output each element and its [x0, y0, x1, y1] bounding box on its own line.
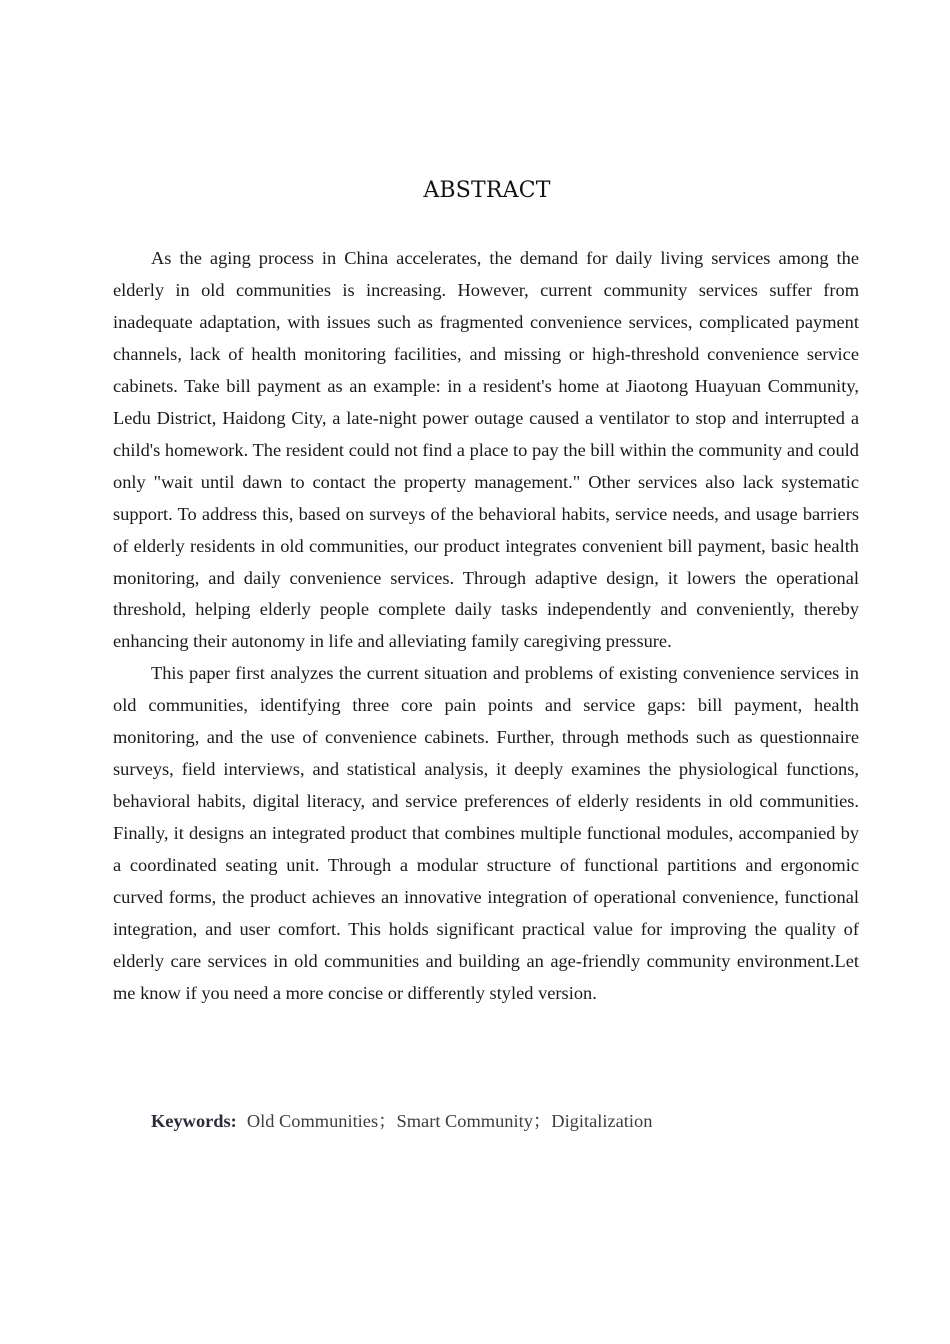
- abstract-paragraph-2: This paper first analyzes the current situation and problems of existing convenience services in old communities, identifying three core pain points and service gaps: bill payment, health monitoring, and the use of convenience cabinets. Further, through methods such as questionnaire surveys, field interviews, and statistical analysis, it deeply examines the physiological functions, behavioral habits, digital literacy, and service preferences of elderly residents in old communities. Finally, it designs an integrated product that combines multiple functional modules, accompanied by a coordinated seating unit. Through a modular structure of functional partitions and ergonomic curved forms, the product achieves an innovative integration of operational convenience, functional integration, and user comfort. This holds significant practical value for improving the quality of elderly care services in old communities and building an age-friendly community environment.Let me know if you need a more concise or differently styled version.: [113, 663, 859, 1003]
- keywords-values: Old Communities；Smart Community；Digitalization: [246, 1111, 653, 1131]
- abstract-title: ABSTRACT: [423, 178, 551, 203]
- keywords-label: Keywords:: [151, 1111, 237, 1131]
- abstract-body: [113, 243, 859, 1010]
- keywords-line: [151, 1106, 652, 1137]
- abstract-paragraph-1: As the aging process in China accelerates, the demand for daily living services among the elderly in old communities is increasing. However, current community services suffer from inadequate adaptation, with issues such as fragmented convenience services, complicated payment channels, lack of health monitoring facilities, and missing or high-threshold convenience service cabinets. Take bill payment as an example: in a resident's home at Jiaotong Huayuan Community, Ledu District, Haidong City, a late-night power outage caused a ventilator to stop and interrupted a child's homework. The resident could not find a place to pay the bill within the community and could only "wait until dawn to contact the property management." Other services also lack systematic support. To address this, based on surveys of the behavioral habits, service needs, and usage barriers of elderly residents in old communities, our product integrates convenient bill payment, basic health monitoring, and daily convenience services. Through adaptive design, it lowers the operational threshold, helping elderly people complete daily tasks independently and conveniently, thereby enhancing their autonomy in life and alleviating family caregiving pressure.: [113, 248, 859, 652]
